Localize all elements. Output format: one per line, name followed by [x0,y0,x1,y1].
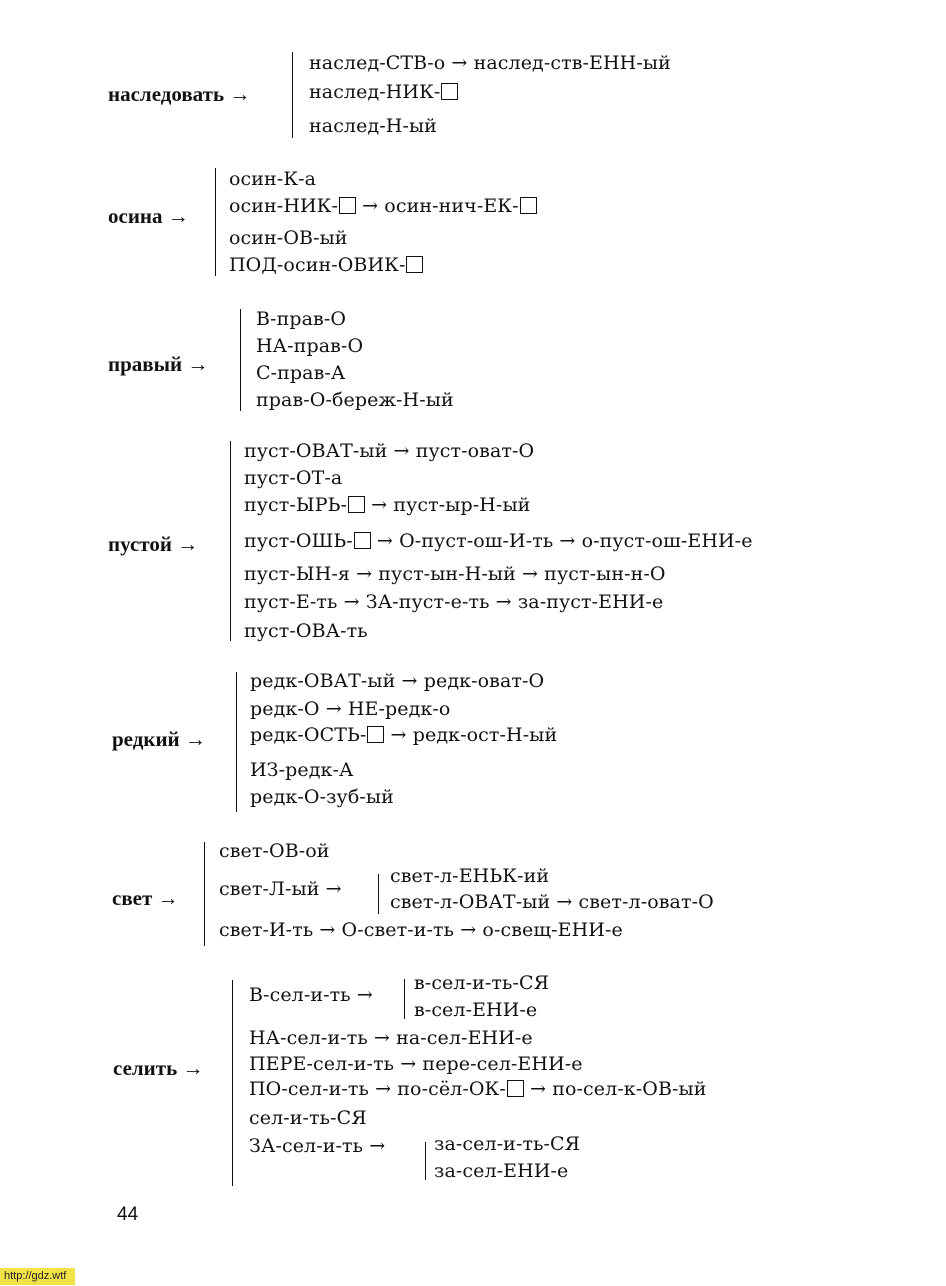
zero-ending-box [354,532,371,549]
derivation-line: пуст-ОТ-а [244,467,343,489]
derivation-line: за-сел-и-ть-СЯ [434,1133,581,1155]
derivation-line: ЗА-сел-и-ть → [249,1135,386,1157]
zero-ending-box [520,197,537,214]
zero-ending-box [339,197,356,214]
derivation-line: редк-ОВАТ-ый → редк-оват-О [250,670,545,692]
derivation-line: сел-и-ть-СЯ [249,1107,367,1129]
derivation-line: пуст-Е-ть → ЗА-пуст-е-ть → за-пуст-ЕНИ-е [244,591,664,613]
derivation-line: за-сел-ЕНИ-е [434,1160,569,1182]
derivation-line: свет-ОВ-ой [219,840,330,862]
derivation-line: ИЗ-редк-А [250,759,354,781]
zero-ending-box [507,1080,524,1097]
derivation-line: в-сел-ЕНИ-е [414,999,538,1021]
bracket-line [230,441,231,641]
derivation-line: в-сел-и-ть-СЯ [414,972,550,994]
zero-ending-box [348,496,365,513]
derivation-line: свет-л-ЕНЬК-ий [390,865,550,887]
headword: осина → [108,204,189,228]
derivation-line: В-сел-и-ть → [249,984,373,1006]
derivation-line: ПО-сел-и-ть → по-сёл-ОК- → по-сел-к-ОВ-ый [249,1078,707,1100]
derivation-line: НА-сел-и-ть → на-сел-ЕНИ-е [249,1027,533,1049]
derivation-line: редк-О → НЕ-редк-о [250,698,451,720]
bracket-line [215,168,216,276]
derivation-line: ПОД-осин-ОВИК- [229,254,423,276]
derivation-line: пуст-ОШЬ- → О-пуст-ош-И-ть → о-пуст-ош-ЕНИ-е [244,530,753,552]
derivation-line: свет-И-ть → О-свет-и-ть → о-свещ-ЕНИ-е [219,919,623,941]
page-number: 44 [117,1204,139,1225]
derivation-line: свет-л-ОВАТ-ый → свет-л-оват-О [390,891,714,913]
watermark-link[interactable]: http://gdz.wtf [0,1268,75,1285]
derivation-line: наслед-Н-ый [309,115,437,137]
derivation-line: свет-Л-ый → [219,878,342,900]
sub-bracket-line [404,979,405,1019]
zero-ending-box [441,83,458,100]
derivation-line: осин-ОВ-ый [229,227,348,249]
derivation-line: прав-О-береж-Н-ый [256,389,454,411]
headword: свет → [112,886,179,910]
headword: пустой → [108,532,199,556]
zero-ending-box [367,726,384,743]
bracket-line [240,309,241,411]
derivation-line: пуст-ОВАТ-ый → пуст-оват-О [244,440,535,462]
derivation-line: пуст-ЫН-я → пуст-ын-Н-ый → пуст-ын-н-О [244,563,666,585]
headword: наследовать → [108,82,251,106]
headword: селить → [113,1056,204,1080]
bracket-line [232,980,233,1186]
headword: редкий → [112,727,206,751]
bracket-line [292,52,293,138]
derivation-line: НА-прав-О [256,335,364,357]
derivation-line: пуст-ЫРЬ- → пуст-ыр-Н-ый [244,494,531,516]
headword: правый → [108,352,209,376]
bracket-line [204,842,205,946]
derivation-line: наслед-СТВ-о → наслед-ств-ЕНН-ый [309,52,671,74]
derivation-line: пуст-ОВА-ть [244,620,368,642]
derivation-line: осин-НИК- → осин-нич-ЕК- [229,195,537,217]
sub-bracket-line [425,1142,426,1180]
derivation-line: В-прав-О [256,308,347,330]
derivation-line: ПЕРЕ-сел-и-ть → пере-сел-ЕНИ-е [249,1053,583,1075]
derivation-line: осин-К-а [229,168,317,190]
derivation-line: С-прав-А [256,362,346,384]
derivation-line: редк-ОСТЬ- → редк-ост-Н-ый [250,724,558,746]
derivation-line: редк-О-зуб-ый [250,786,394,808]
zero-ending-box [406,256,423,273]
bracket-line [236,672,237,812]
derivation-line: наслед-НИК- [309,81,458,103]
sub-bracket-line [378,874,379,914]
